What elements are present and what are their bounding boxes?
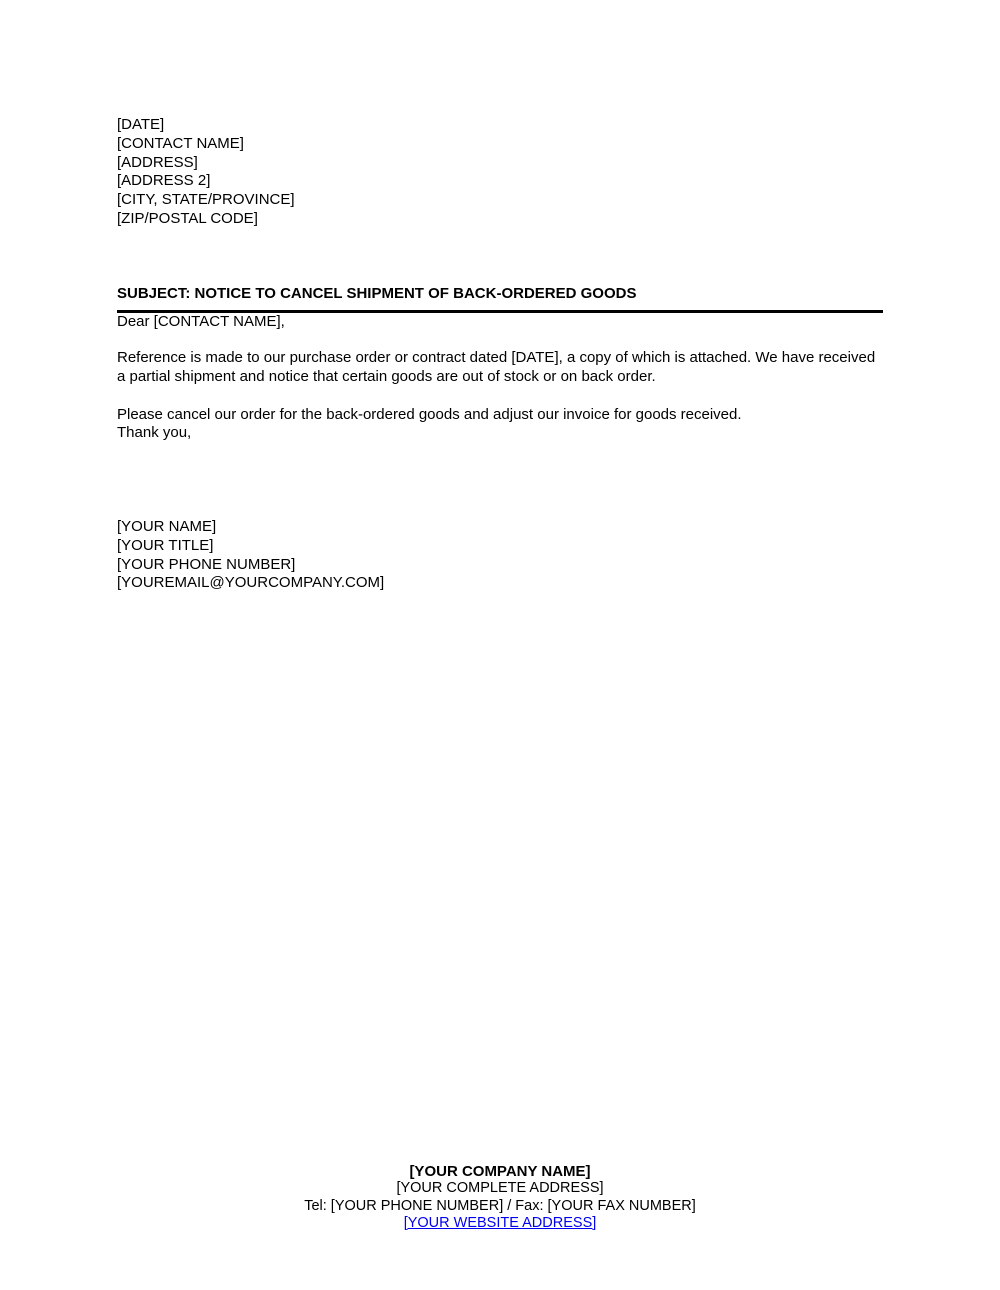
recipient-contact-name: [CONTACT NAME] — [117, 134, 244, 152]
footer-company-address: [YOUR COMPLETE ADDRESS] — [396, 1180, 604, 1197]
footer-website-link[interactable]: [YOUR WEBSITE ADDRESS] — [403, 1214, 597, 1231]
salutation: Dear [CONTACT NAME], — [117, 313, 285, 331]
recipient-zip: [ZIP/POSTAL CODE] — [117, 209, 258, 227]
recipient-address: [ADDRESS] — [117, 153, 198, 171]
footer-tel-fax: Tel: [YOUR PHONE NUMBER] / Fax: [YOUR FAX NUMBER] — [304, 1197, 696, 1214]
signature-email: [YOUREMAIL@YOURCOMPANY.COM] — [117, 574, 385, 592]
signature-phone: [YOUR PHONE NUMBER] — [117, 555, 296, 573]
recipient-city-state: [CITY, STATE/PROVINCE] — [117, 191, 295, 208]
closing-phrase: Thank you, — [117, 424, 192, 442]
signature-name: [YOUR NAME] — [117, 518, 217, 535]
body-paragraph-1: Reference is made to our purchase order or contract dated [DATE], a copy of which is attached. We have received a partial shipment and notice that certain goods are out of stock or on back order. — [117, 349, 876, 385]
recipient-address2: [ADDRESS 2] — [117, 172, 211, 190]
recipient-address-block — [117, 135, 883, 229]
company-footer — [0, 1163, 1000, 1232]
subject-heading: SUBJECT: NOTICE TO CANCEL SHIPMENT OF BACK-ORDERED GOODS — [117, 284, 637, 302]
date-placeholder: [DATE] — [117, 116, 165, 133]
body-paragraph-2: Please cancel our order for the back-ordered goods and adjust our invoice for goods received. — [117, 405, 742, 423]
signature-title: [YOUR TITLE] — [117, 536, 214, 554]
footer-company-name: [YOUR COMPANY NAME] — [409, 1163, 591, 1180]
letter-body — [117, 116, 883, 593]
signature-block — [117, 518, 883, 593]
